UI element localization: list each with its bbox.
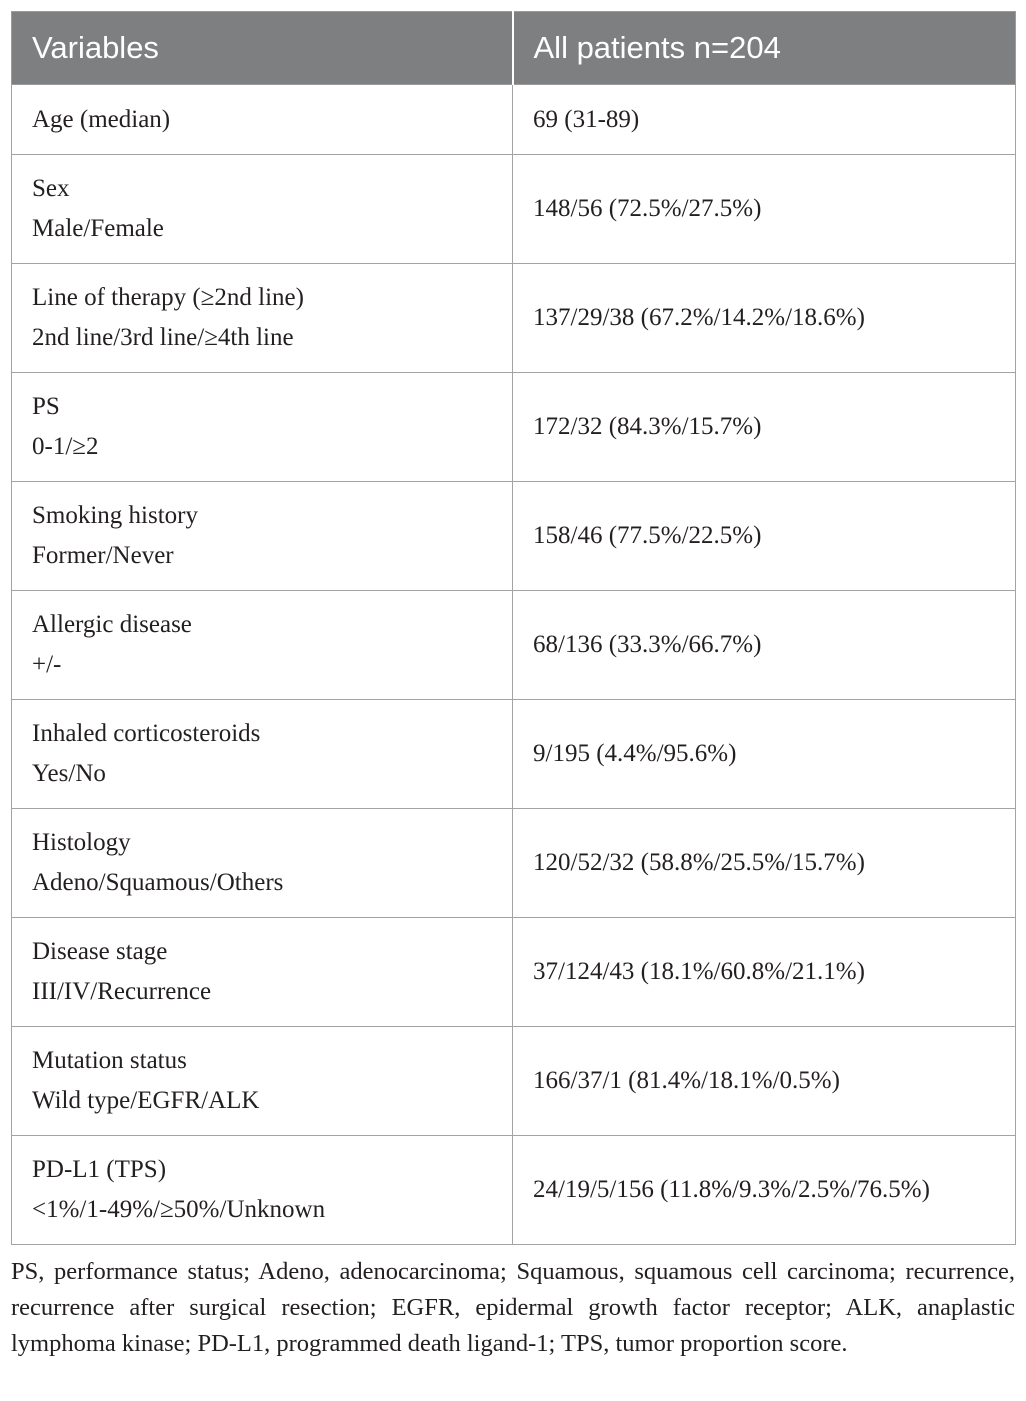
variable-cell (12, 85, 513, 155)
value-cell: 158/46 (77.5%/22.5%) (513, 482, 1016, 591)
value-cell: 148/56 (72.5%/27.5%) (513, 155, 1016, 264)
variable-cell (12, 700, 513, 809)
value-cell: 37/124/43 (18.1%/60.8%/21.1%) (513, 918, 1016, 1027)
variable-label: Allergic disease (32, 611, 192, 638)
variable-sublabel: 0-1/≥2 (32, 433, 99, 460)
variable-label: Mutation status (32, 1047, 187, 1074)
variable-cell (12, 591, 513, 700)
variable-sublabel: Former/Never (32, 542, 174, 569)
patient-characteristics-table (11, 11, 1016, 1245)
variable-cell (12, 373, 513, 482)
table-row (12, 155, 1016, 264)
variable-cell (12, 155, 513, 264)
table-row (12, 809, 1016, 918)
variable-sublabel: <1%/1-49%/≥50%/Unknown (32, 1196, 326, 1223)
value-cell: 120/52/32 (58.8%/25.5%/15.7%) (513, 809, 1016, 918)
variable-cell (12, 264, 513, 373)
table-header-row (12, 12, 1016, 85)
value-cell: 9/195 (4.4%/95.6%) (513, 700, 1016, 809)
value-cell: 172/32 (84.3%/15.7%) (513, 373, 1016, 482)
value-cell: 68/136 (33.3%/66.7%) (513, 591, 1016, 700)
table-footnote: PS, performance status; Adeno, adenocarcinoma; Squamous, squamous cell carcinoma; recurrence, recurrence after surgical resection; EGFR, epidermal growth factor receptor; ALK, anaplastic lymphoma kinase; PD-L1, programmed death ligand-1; TPS, tumor proportion score. (11, 1258, 1015, 1357)
variable-cell (12, 1027, 513, 1136)
table-row (12, 700, 1016, 809)
variable-label: Sex (32, 175, 70, 202)
variable-sublabel: Yes/No (32, 760, 106, 787)
table-row (12, 85, 1016, 155)
variable-sublabel: Wild type/EGFR/ALK (32, 1087, 260, 1114)
variable-label: Histology (32, 829, 131, 856)
table-row (12, 591, 1016, 700)
variable-sublabel: Adeno/Squamous/Others (32, 869, 284, 896)
table-row (12, 482, 1016, 591)
variable-sublabel: III/IV/Recurrence (32, 978, 212, 1005)
value-cell: 24/19/5/156 (11.8%/9.3%/2.5%/76.5%) (513, 1136, 1016, 1245)
variable-cell (12, 918, 513, 1027)
variable-sublabel: Male/Female (32, 215, 164, 242)
table-row (12, 1136, 1016, 1245)
variable-cell (12, 482, 513, 591)
variable-label: Line of therapy (≥2nd line) (32, 284, 304, 311)
table-row (12, 373, 1016, 482)
header-all-patients: All patients n=204 (513, 12, 1016, 85)
table-row (12, 918, 1016, 1027)
variable-label: PS (32, 393, 60, 420)
table-row (12, 264, 1016, 373)
header-variables: Variables (12, 12, 513, 85)
value-cell: 166/37/1 (81.4%/18.1%/0.5%) (513, 1027, 1016, 1136)
table-row (12, 1027, 1016, 1136)
variable-sublabel: +/- (32, 651, 62, 678)
variable-sublabel: 2nd line/3rd line/≥4th line (32, 324, 294, 351)
variable-label: Smoking history (32, 502, 198, 529)
variable-label: PD-L1 (TPS) (32, 1156, 167, 1183)
patient-characteristics-table-container (11, 11, 1015, 1245)
variable-label: Age (median) (32, 105, 171, 133)
variable-label: Disease stage (32, 938, 168, 965)
value-cell: 137/29/38 (67.2%/14.2%/18.6%) (513, 264, 1016, 373)
variable-cell (12, 809, 513, 918)
variable-cell (12, 1136, 513, 1245)
value-cell: 69 (31-89) (513, 85, 1016, 155)
variable-label: Inhaled corticosteroids (32, 720, 261, 747)
